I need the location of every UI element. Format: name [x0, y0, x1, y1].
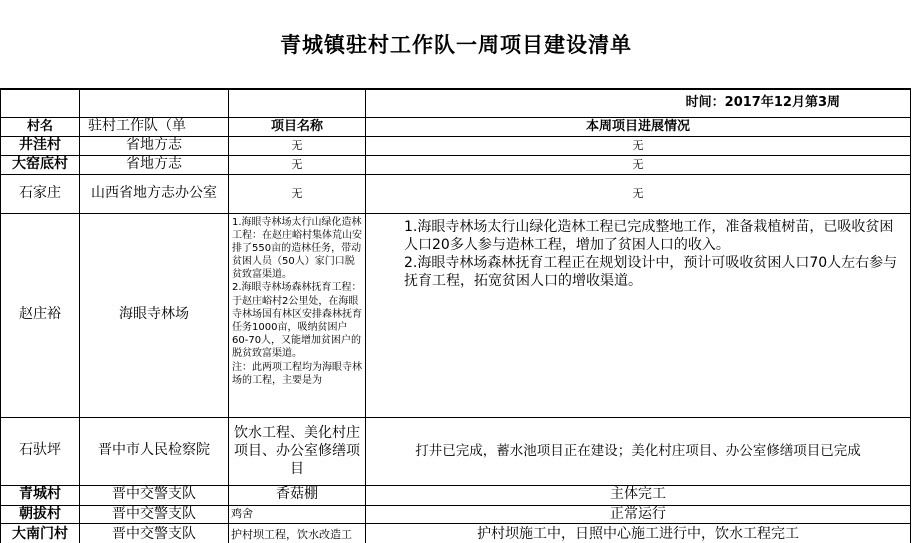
- time-row-cell[interactable]: [80, 90, 229, 118]
- cell-village[interactable]: 石家庄: [1, 174, 80, 213]
- table-row: [1, 137, 911, 156]
- cell-team[interactable]: 晋中市人民检察院: [80, 417, 229, 485]
- cell-team[interactable]: 晋中交警支队: [80, 485, 229, 505]
- project-note-2: 2.海眼寺林场森林抚育工程：于赵庄峪村2公里处，在海眼寺林场国有林区安排森林抚育任务1000亩，吸纳贫困户60-70人，又能增加贫困户的脱贫致富渠道。: [232, 282, 362, 360]
- table-row: [1, 505, 911, 524]
- progress-item-2: 2.海眼寺林场森林抚育工程正在规划设计中，预计可吸收贫困人口70人左右参与抚育工程，拓宽贫困人口的增收渠道。: [404, 254, 898, 290]
- table-row: [1, 174, 911, 213]
- cell-village[interactable]: 石驮坪: [1, 417, 80, 485]
- cell-project[interactable]: 饮水工程、美化村庄项目、办公室修缮项目: [229, 417, 366, 485]
- cell-progress[interactable]: 无: [366, 137, 911, 156]
- cell-project[interactable]: 护村坝工程，饮水改造工: [229, 524, 366, 543]
- sheet-title: 青城镇驻村工作队一周项目建设清单: [280, 33, 632, 57]
- cell-project[interactable]: [229, 213, 366, 417]
- cell-project[interactable]: 鸡舍: [229, 505, 366, 524]
- cell-team[interactable]: 省地方志: [80, 155, 229, 174]
- time-row-cell[interactable]: [229, 90, 366, 118]
- header-team[interactable]: 驻村工作队（单: [80, 118, 229, 137]
- cell-team[interactable]: 晋中交警支队: [80, 524, 229, 543]
- time-row-cell[interactable]: [1, 90, 80, 118]
- cell-progress[interactable]: [366, 213, 911, 417]
- cell-village[interactable]: 井洼村: [1, 137, 80, 156]
- header-row: [1, 118, 911, 137]
- table-row: [1, 417, 911, 485]
- cell-project[interactable]: 香菇棚: [229, 485, 366, 505]
- cell-village[interactable]: 朝拔村: [1, 505, 80, 524]
- cell-village[interactable]: 大南门村: [1, 524, 80, 543]
- cell-village[interactable]: 赵庄裕: [1, 213, 80, 417]
- cell-progress[interactable]: 无: [366, 174, 911, 213]
- cell-project[interactable]: 无: [229, 174, 366, 213]
- cell-team[interactable]: 晋中交警支队: [80, 505, 229, 524]
- table-row: [1, 213, 911, 417]
- time-label[interactable]: 时间：2017年12月第3周: [366, 90, 911, 118]
- project-note-3: 注：此两项工程均为海眼寺林场的工程，主要是为: [232, 361, 362, 386]
- cell-progress[interactable]: 主体完工: [366, 485, 911, 505]
- header-village[interactable]: 村名: [1, 118, 80, 137]
- cell-progress[interactable]: 正常运行: [366, 505, 911, 524]
- header-project[interactable]: 项目名称: [229, 118, 366, 137]
- cell-progress[interactable]: 无: [366, 155, 911, 174]
- time-row: [1, 90, 911, 118]
- cell-progress[interactable]: 护村坝施工中，日照中心施工进行中，饮水工程完工: [366, 524, 911, 543]
- header-progress[interactable]: 本周项目进展情况: [366, 118, 911, 137]
- cell-project[interactable]: 无: [229, 155, 366, 174]
- cell-team[interactable]: 省地方志: [80, 137, 229, 156]
- cell-progress[interactable]: 打井已完成，蓄水池项目正在建设；美化村庄项目、办公室修缮项目已完成: [366, 417, 911, 485]
- cell-village[interactable]: 大窑底村: [1, 155, 80, 174]
- cell-team[interactable]: 山西省地方志办公室: [80, 174, 229, 213]
- cell-village[interactable]: 青城村: [1, 485, 80, 505]
- cell-project[interactable]: 无: [229, 137, 366, 156]
- table-row: [1, 485, 911, 505]
- table-row: [1, 524, 911, 543]
- table-row: [1, 155, 911, 174]
- project-table: [0, 88, 911, 543]
- cell-team[interactable]: 海眼寺林场: [80, 213, 229, 417]
- project-note-1: 1.海眼寺林场太行山绿化造林工程：在赵庄峪村集体荒山安排了550亩的造林任务，带动贫困人员（50人）家门口脱贫致富渠道。: [232, 216, 362, 281]
- progress-item-1: 1.海眼寺林场太行山绿化造林工程已完成整地工作，准备栽植树苗，已吸收贫困人口20多人参与造林工程，增加了贫困人口的收入。: [404, 218, 894, 253]
